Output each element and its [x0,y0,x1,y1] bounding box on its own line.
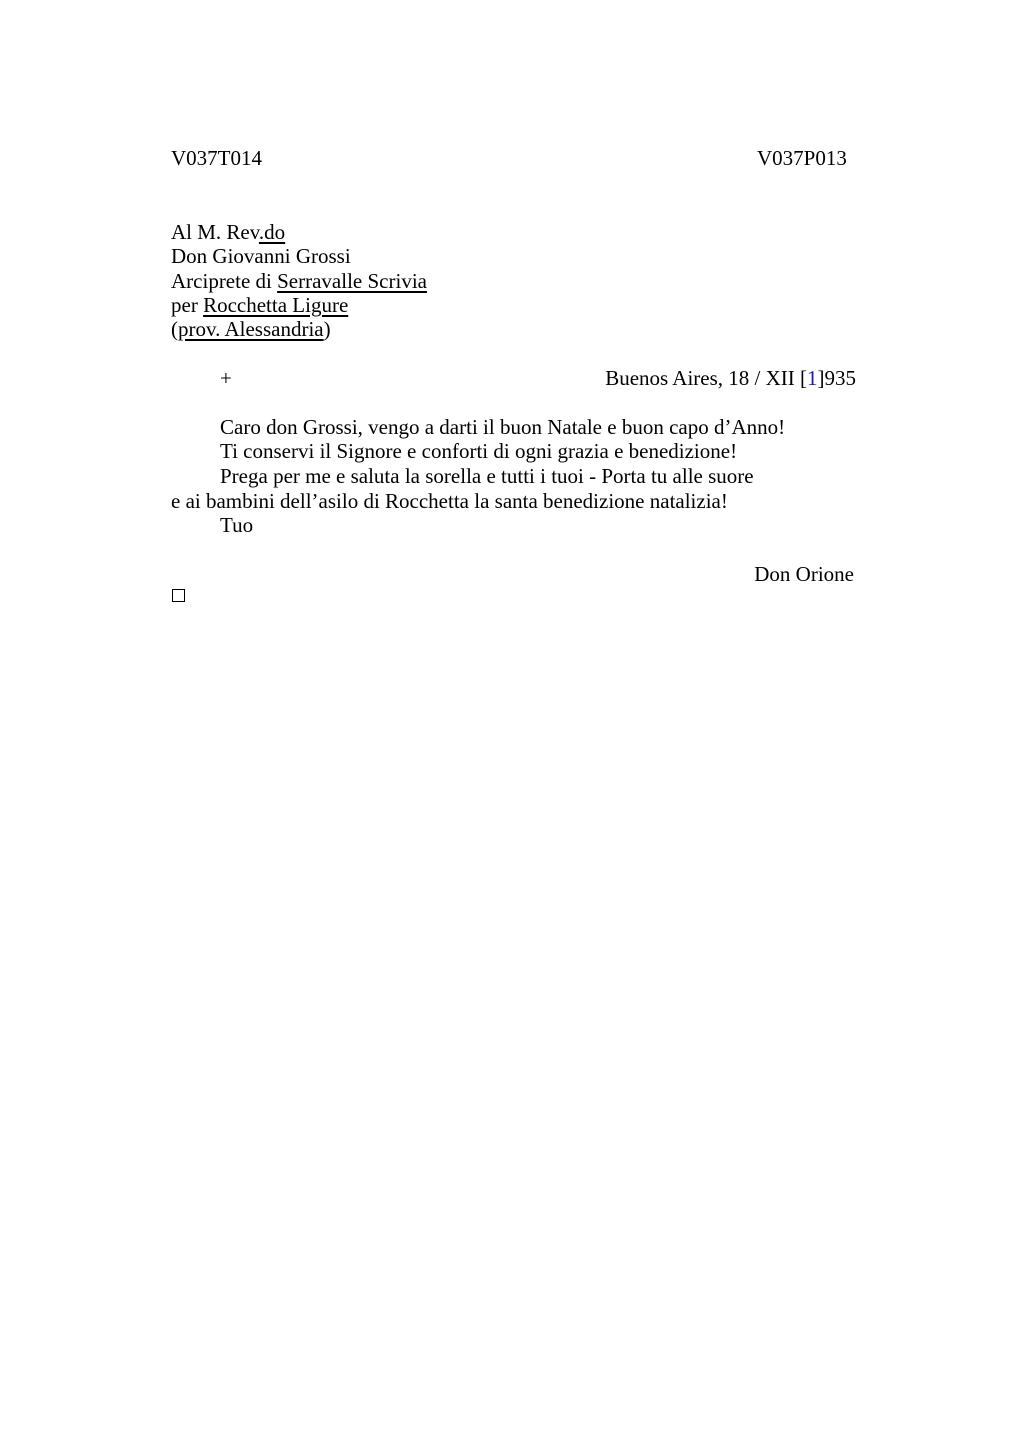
address-paren-close: ) [323,317,331,341]
body-line-4: e ai bambini dell’asilo di Rocchetta la santa benedizione natalizia! [171,489,728,513]
address-line-4 [171,293,348,317]
place-date-text: Buenos Aires, 18 / XII [ [605,366,807,390]
body-line-1: Caro don Grossi, vengo a darti il buon Natale e buon capo d’Anno! [220,415,786,439]
cross-symbol: + [220,366,232,390]
year-rest: ]935 [817,366,856,390]
signature: Don Orione [754,562,854,586]
editorial-year-digit: 1 [807,366,818,390]
address-title-underlined: .do [258,220,286,244]
address-per-prefix: per [171,293,204,317]
address-title-prefix: Al M. Rev [171,220,259,244]
end-marker-box-icon [172,589,185,602]
document-ref-left: V037T014 [171,146,262,170]
address-paren-open: ( [171,317,178,341]
address-line-1 [171,220,285,244]
address-role-prefix: Arciprete di [171,269,278,293]
address-province-underlined: prov. Alessandria [178,317,324,341]
address-line-5 [171,317,331,341]
body-line-2: Ti conservi il Signore e conforti di ogni grazia e benedizione! [220,439,738,463]
body-line-3: Prega per me e saluta la sorella e tutti i tuoi - Porta tu alle suore [220,464,754,488]
address-locality-underlined: Rocchetta Ligure [203,293,349,317]
address-town-underlined: Serravalle Scrivia [277,269,427,293]
address-line-2: Don Giovanni Grossi [171,244,351,268]
body-line-5: Tuo [220,513,254,537]
document-ref-right: V037P013 [757,146,847,170]
place-date [605,366,856,390]
address-line-3 [171,269,427,293]
